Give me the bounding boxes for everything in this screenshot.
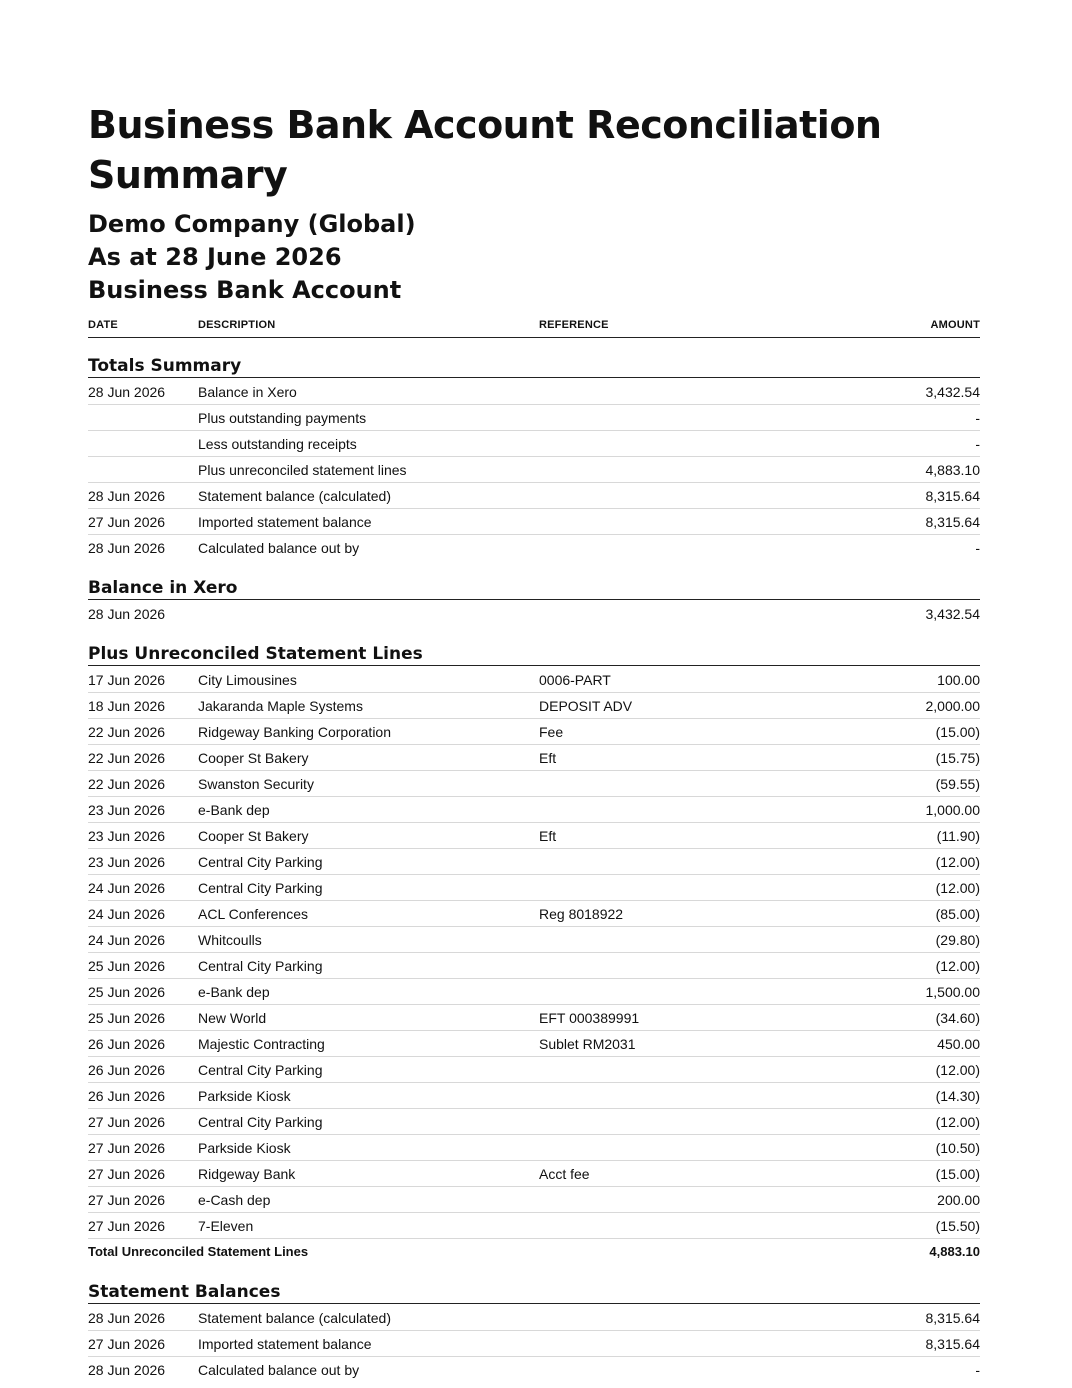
section-rows	[88, 601, 980, 626]
section-title: Balance in Xero	[88, 577, 980, 600]
table-row	[88, 823, 980, 849]
row-date: 27 Jun 2026	[88, 1139, 166, 1156]
table-row	[88, 771, 980, 797]
report-date: As at 28 June 2026	[88, 243, 342, 271]
row-date: 28 Jun 2026	[88, 1309, 166, 1326]
row-amount: 3,432.54	[925, 383, 980, 400]
row-date: 22 Jun 2026	[88, 723, 166, 740]
table-row	[88, 797, 980, 823]
row-amount: (85.00)	[935, 905, 980, 922]
row-amount: 1,500.00	[925, 983, 980, 1000]
row-description: 7-Eleven	[198, 1217, 254, 1234]
row-amount: (11.90)	[936, 827, 980, 844]
row-date: 24 Jun 2026	[88, 879, 166, 896]
report-title: Business Bank Account Reconciliation Summary	[88, 103, 882, 197]
row-description: New World	[198, 1009, 267, 1026]
table-row	[88, 927, 980, 953]
row-date: 24 Jun 2026	[88, 931, 166, 948]
table-row	[88, 901, 980, 927]
row-reference: Fee	[539, 723, 564, 740]
row-description: ACL Conferences	[198, 905, 308, 922]
row-amount: (12.00)	[935, 1113, 980, 1130]
row-description: Ridgeway Banking Corporation	[198, 723, 391, 740]
row-date: 27 Jun 2026	[88, 1191, 166, 1208]
row-description: Central City Parking	[198, 1061, 323, 1078]
row-date: 27 Jun 2026	[88, 1335, 166, 1352]
row-amount: (12.00)	[935, 879, 980, 896]
row-date: 27 Jun 2026	[88, 513, 166, 530]
row-description: Imported statement balance	[198, 513, 372, 530]
row-date: 23 Jun 2026	[88, 827, 166, 844]
row-reference: EFT 000389991	[539, 1009, 640, 1026]
row-description: Calculated balance out by	[198, 539, 360, 556]
row-amount: (15.00)	[935, 723, 980, 740]
table-row	[88, 1083, 980, 1109]
account-name: Business Bank Account	[88, 276, 402, 304]
row-amount: (14.30)	[935, 1087, 980, 1104]
table-row	[88, 457, 980, 483]
report-section	[88, 643, 980, 1264]
row-date: 18 Jun 2026	[88, 697, 166, 714]
row-date: 27 Jun 2026	[88, 1113, 166, 1130]
row-amount: (59.55)	[935, 775, 980, 792]
column-header-description: DESCRIPTION	[198, 319, 276, 331]
table-row	[88, 1213, 980, 1239]
table-row	[88, 601, 980, 626]
column-header-amount: AMOUNT	[930, 319, 980, 331]
table-row	[88, 1057, 980, 1083]
row-description: Plus unreconciled statement lines	[198, 461, 407, 478]
table-row	[88, 693, 980, 719]
row-description: Calculated balance out by	[198, 1361, 360, 1378]
row-date: 28 Jun 2026	[88, 1361, 166, 1378]
column-header-date: DATE	[88, 319, 118, 331]
table-row	[88, 1005, 980, 1031]
row-description: Whitcoulls	[198, 931, 262, 948]
row-date: 25 Jun 2026	[88, 983, 166, 1000]
row-description: Ridgeway Bank	[198, 1165, 296, 1182]
row-date: 28 Jun 2026	[88, 605, 166, 622]
section-rows	[88, 379, 980, 560]
table-row	[88, 379, 980, 405]
table-row	[88, 745, 980, 771]
table-row	[88, 1031, 980, 1057]
row-amount: (12.00)	[935, 1061, 980, 1078]
table-row	[88, 1331, 980, 1357]
table-row	[88, 431, 980, 457]
table-row	[88, 483, 980, 509]
row-description: Cooper St Bakery	[198, 827, 309, 844]
row-description: Parkside Kiosk	[198, 1087, 291, 1104]
row-description: Central City Parking	[198, 1113, 323, 1130]
row-reference: Eft	[539, 827, 557, 844]
row-date: 28 Jun 2026	[88, 487, 166, 504]
row-date: 17 Jun 2026	[88, 671, 166, 688]
row-description: Central City Parking	[198, 853, 323, 870]
row-amount: -	[975, 539, 980, 556]
row-date: 26 Jun 2026	[88, 1087, 166, 1104]
row-date: 26 Jun 2026	[88, 1061, 166, 1078]
row-amount: 1,000.00	[925, 801, 980, 818]
row-reference: DEPOSIT ADV	[539, 697, 633, 714]
total-row	[88, 1239, 980, 1264]
table-row	[88, 1161, 980, 1187]
row-amount: 2,000.00	[925, 697, 980, 714]
row-amount: (12.00)	[935, 957, 980, 974]
row-amount: 8,315.64	[925, 513, 980, 530]
row-amount: 8,315.64	[925, 1335, 980, 1352]
column-header-reference: REFERENCE	[539, 319, 609, 331]
row-amount: (29.80)	[935, 931, 980, 948]
row-description: Statement balance (calculated)	[198, 487, 391, 504]
row-amount: -	[975, 1361, 980, 1378]
row-reference: Sublet RM2031	[539, 1035, 636, 1052]
row-description: Jakaranda Maple Systems	[198, 697, 363, 714]
row-amount: (34.60)	[935, 1009, 980, 1026]
table-row	[88, 535, 980, 560]
row-date: 28 Jun 2026	[88, 539, 166, 556]
row-amount: (12.00)	[935, 853, 980, 870]
table-row	[88, 667, 980, 693]
row-description: Less outstanding receipts	[198, 435, 357, 452]
section-title: Plus Unreconciled Statement Lines	[88, 643, 980, 666]
table-row	[88, 849, 980, 875]
row-amount: 8,315.64	[925, 487, 980, 504]
section-title: Totals Summary	[88, 355, 980, 378]
report-section	[88, 577, 980, 626]
row-description: Statement balance (calculated)	[198, 1309, 391, 1326]
row-amount: (15.75)	[935, 749, 980, 766]
row-description: e-Bank dep	[198, 801, 270, 818]
row-date: 23 Jun 2026	[88, 853, 166, 870]
table-row	[88, 953, 980, 979]
row-description: Plus outstanding payments	[198, 409, 367, 426]
row-description: Swanston Security	[198, 775, 314, 792]
row-amount: 100.00	[937, 671, 980, 688]
table-row	[88, 1109, 980, 1135]
row-date: 27 Jun 2026	[88, 1217, 166, 1234]
row-amount: -	[975, 409, 980, 426]
row-amount: 4,883.10	[925, 461, 980, 478]
section-rows	[88, 667, 980, 1264]
table-row	[88, 719, 980, 745]
row-reference: Acct fee	[539, 1165, 590, 1182]
row-description: City Limousines	[198, 671, 297, 688]
table-row	[88, 1187, 980, 1213]
row-amount: -	[975, 435, 980, 452]
section-rows	[88, 1305, 980, 1382]
row-date: 24 Jun 2026	[88, 905, 166, 922]
total-label: Total Unreconciled Statement Lines	[88, 1244, 309, 1259]
table-row	[88, 1357, 980, 1382]
table-row	[88, 979, 980, 1005]
row-description: Imported statement balance	[198, 1335, 372, 1352]
row-description: Majestic Contracting	[198, 1035, 325, 1052]
row-date: 27 Jun 2026	[88, 1165, 166, 1182]
row-date: 25 Jun 2026	[88, 957, 166, 974]
report-section	[88, 355, 980, 560]
report-sections	[88, 355, 980, 1382]
report-section	[88, 1281, 980, 1382]
row-description: Central City Parking	[198, 957, 323, 974]
row-reference: 0006-PART	[539, 671, 611, 688]
row-description: Parkside Kiosk	[198, 1139, 291, 1156]
row-amount: 450.00	[937, 1035, 980, 1052]
table-row	[88, 1305, 980, 1331]
table-row	[88, 509, 980, 535]
row-reference: Reg 8018922	[539, 905, 624, 922]
row-amount: 8,315.64	[925, 1309, 980, 1326]
row-amount: (10.50)	[935, 1139, 980, 1156]
column-header-row	[88, 307, 980, 338]
section-title: Statement Balances	[88, 1281, 980, 1304]
row-amount: 200.00	[937, 1191, 980, 1208]
row-date: 25 Jun 2026	[88, 1009, 166, 1026]
row-description: e-Cash dep	[198, 1191, 271, 1208]
table-row	[88, 405, 980, 431]
row-description: Balance in Xero	[198, 383, 297, 400]
row-amount: (15.00)	[935, 1165, 980, 1182]
row-date: 22 Jun 2026	[88, 749, 166, 766]
company-name: Demo Company (Global)	[88, 210, 416, 238]
row-amount: (15.50)	[935, 1217, 980, 1234]
row-date: 22 Jun 2026	[88, 775, 166, 792]
table-row	[88, 1135, 980, 1161]
total-amount: 4,883.10	[929, 1244, 980, 1259]
row-date: 23 Jun 2026	[88, 801, 166, 818]
row-amount: 3,432.54	[925, 605, 980, 622]
row-description: e-Bank dep	[198, 983, 270, 1000]
row-date: 26 Jun 2026	[88, 1035, 166, 1052]
table-row	[88, 875, 980, 901]
row-description: Cooper St Bakery	[198, 749, 309, 766]
row-description: Central City Parking	[198, 879, 323, 896]
row-reference: Eft	[539, 749, 557, 766]
row-date: 28 Jun 2026	[88, 383, 166, 400]
